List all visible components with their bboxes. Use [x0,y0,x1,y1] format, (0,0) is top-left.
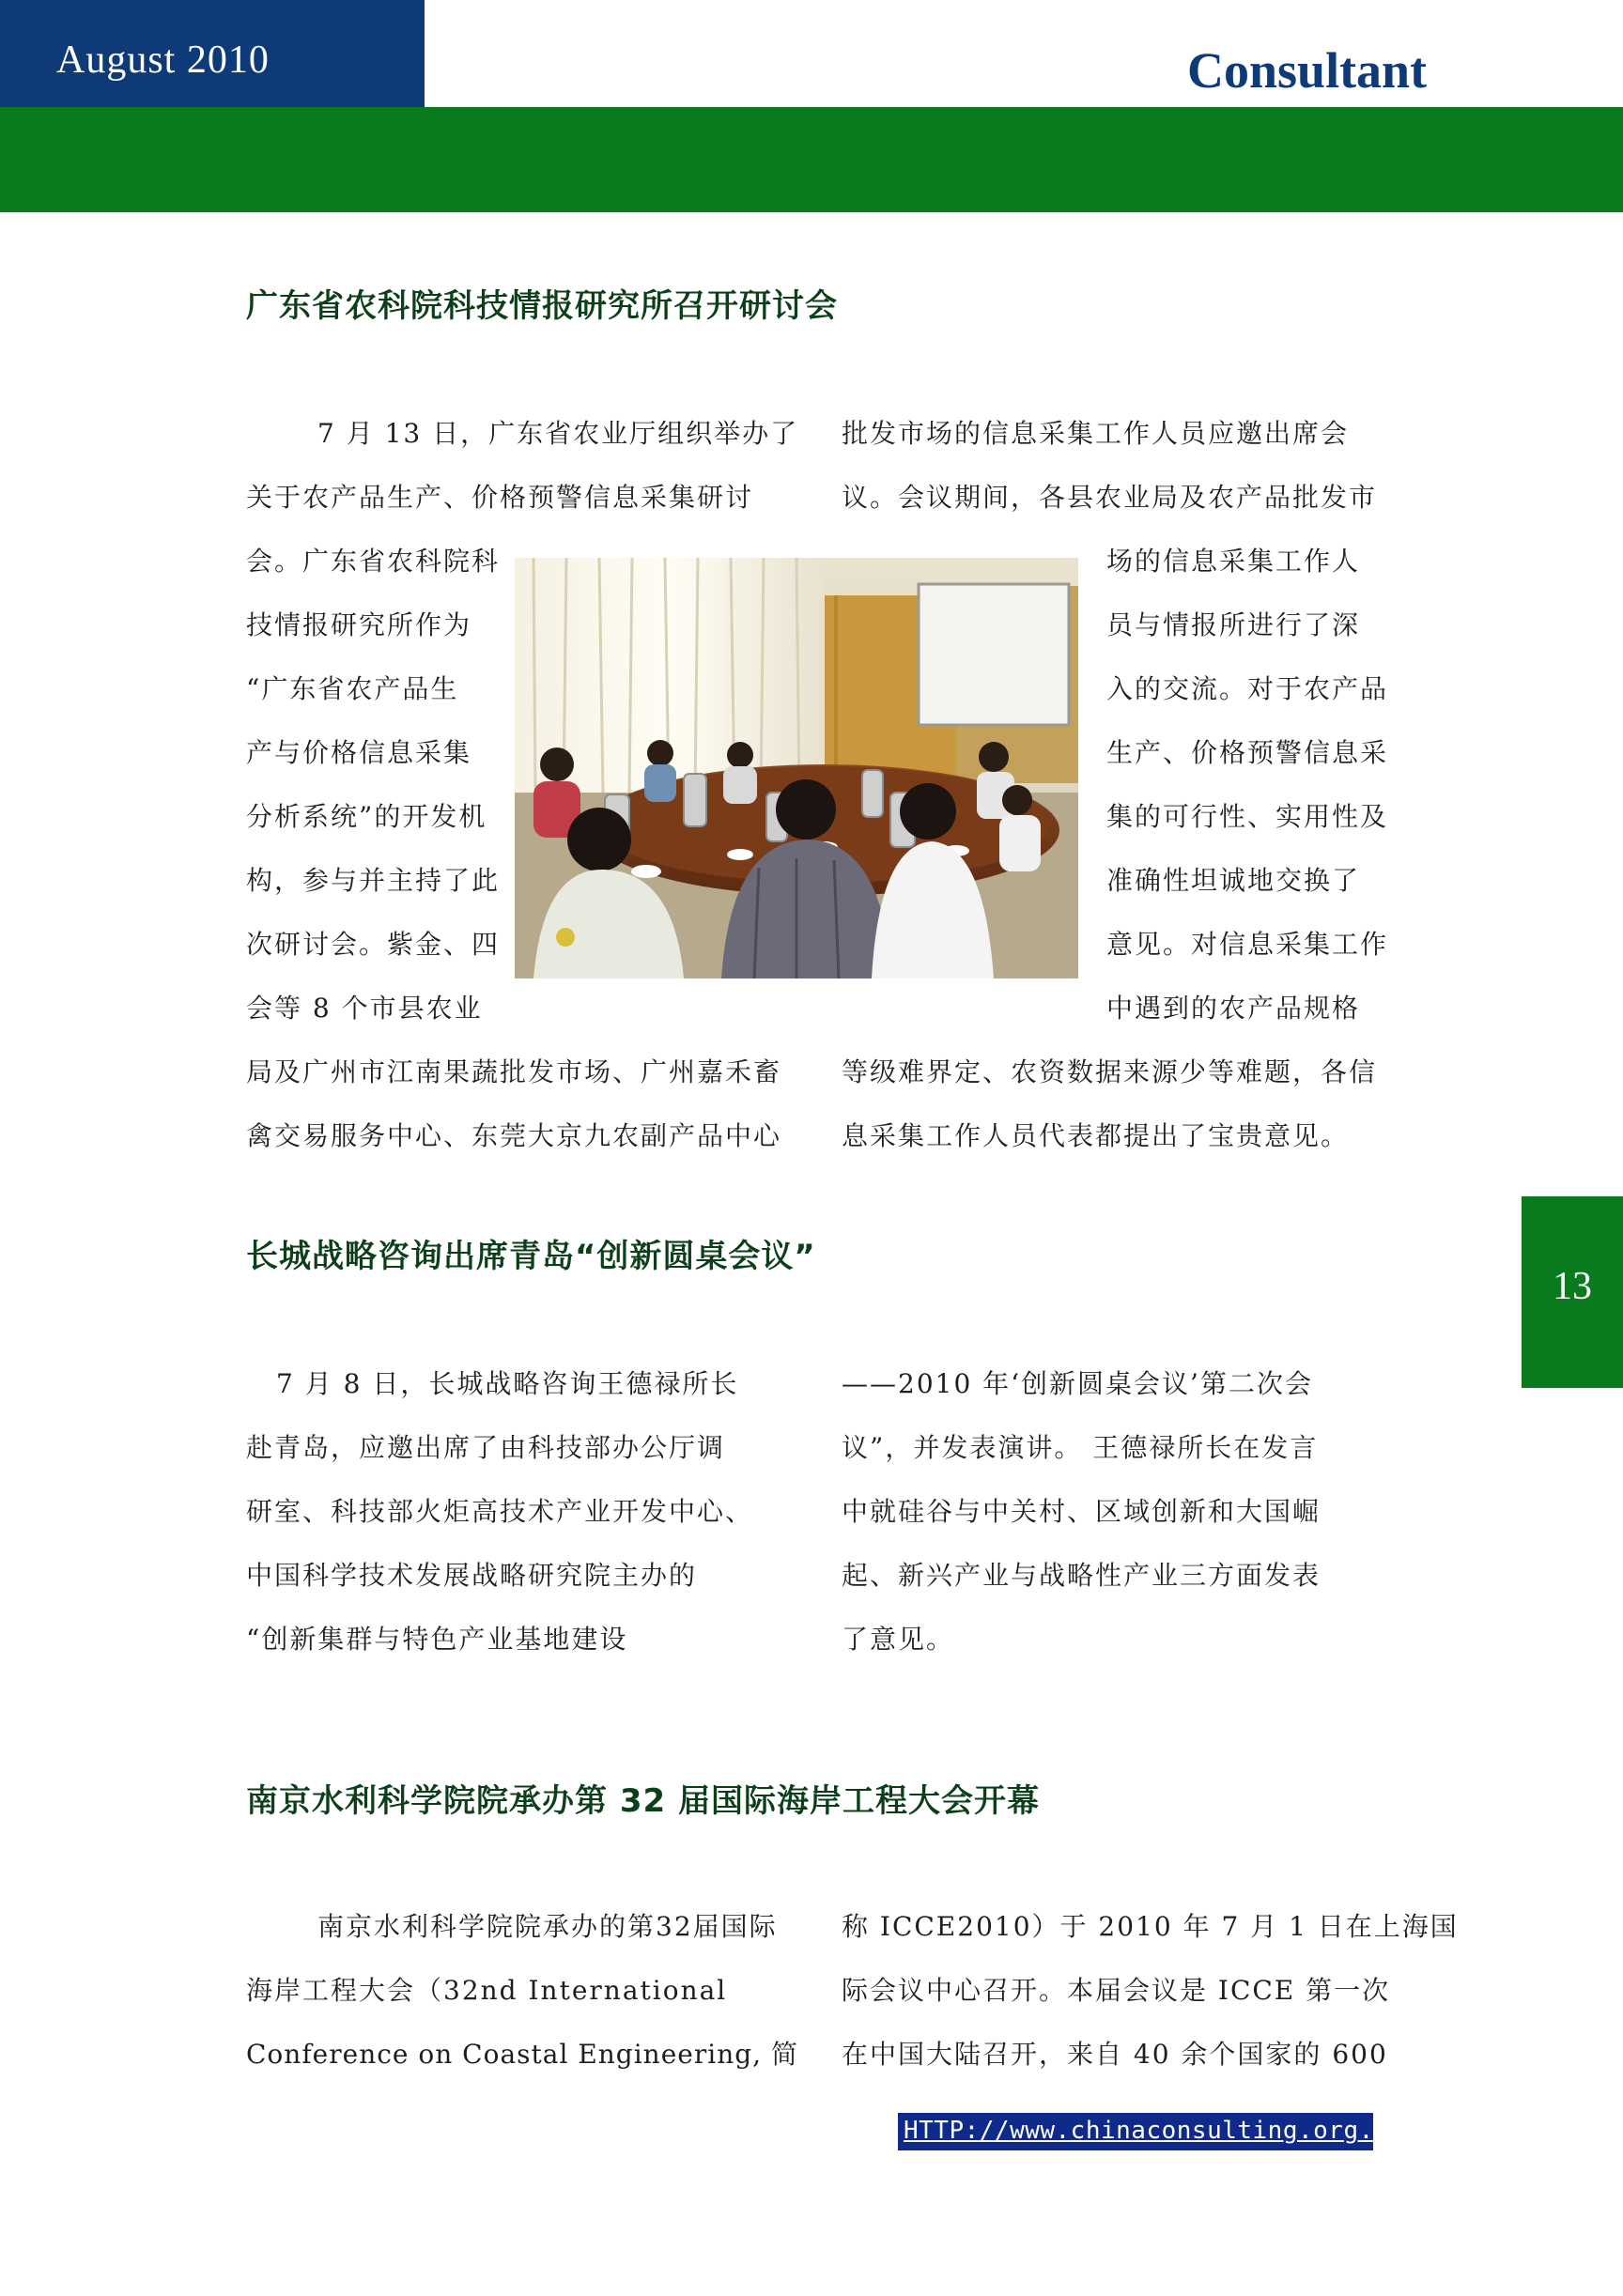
article-2-line: ——2010 年‘创新圆桌会议’第二次会 [842,1368,1313,1399]
website-link[interactable] [898,2113,1405,2150]
article-1-line: 次研讨会。紫金、四 [246,929,501,960]
article-1-line: 准确性坦诚地交换了 [1106,865,1361,896]
article-1-line: 批发市场的信息采集工作人员应邀出席会 [842,418,1350,449]
article-1-line: 关于农产品生产、价格预警信息采集研讨 [246,482,754,513]
article-2-title: 长城战略咨询出席青岛“创新圆桌会议” [246,1238,816,1275]
article-1-line: 7 月 13 日，广东省农业厅组织举办了 [317,418,799,449]
meeting-photo [515,558,1078,978]
article-1-line: 意见。对信息采集工作 [1106,929,1389,960]
publication-title: Consultant [1187,42,1428,99]
article-1-line: 中遇到的农产品规格 [1106,993,1361,1024]
article-1-line: 会。广东省农科院科 [246,546,501,577]
article-1-line: 产与价格信息采集 [246,737,472,768]
article-1-line: 禽交易服务中心、东莞大京九农副产品中心 [246,1120,782,1151]
article-2-line: 中国科学技术发展战略研究院主办的 [246,1560,698,1591]
article-1-line: “广东省农产品生 [246,673,459,704]
article-2-line: 赴青岛，应邀出席了由科技部办公厅调 [246,1432,726,1463]
article-3-line: 南京水利科学院院承办的第32届国际 [317,1911,778,1942]
article-1-line: 局及广州市江南果蔬批发市场、广州嘉禾畜 [246,1056,782,1087]
article-2-line: 研室、科技部火炬高技术产业开发中心、 [246,1496,754,1527]
website-link-text[interactable]: HTTP://www.chinaconsulting.org.cn [904,2117,1405,2145]
article-1-line: 集的可行性、实用性及 [1106,801,1389,832]
article-3-line: 际会议中心召开。本届会议是 ICCE 第一次 [842,1975,1391,2006]
article-1-line: 生产、价格预警信息采 [1106,737,1389,768]
article-1-line: 议。会议期间，各县农业局及农产品批发市 [842,482,1378,513]
issue-date: August 2010 [56,39,270,82]
article-1-line: 等级难界定、农资数据来源少等难题，各信 [842,1056,1378,1087]
article-1-line: 会等 8 个市县农业 [246,993,483,1024]
page-number-tab [1522,1196,1623,1388]
page-number: 13 [1553,1265,1592,1308]
article-1-line: 构，参与并主持了此 [246,865,501,896]
article-2-line: 了意见。 [842,1624,955,1655]
article-3-title: 南京水利科学院院承办第 32 届国际海岸工程大会开幕 [246,1782,1040,1820]
article-3-line: 在中国大陆召开，来自 40 余个国家的 600 [842,2039,1388,2070]
article-2-line: 议”，并发表演讲。 王德禄所长在发言 [842,1432,1319,1463]
article-3-line: Conference on Coastal Engineering, 简 [246,2039,798,2070]
article-1-title: 广东省农科院科技情报研究所召开研讨会 [246,287,838,325]
issue-date-block [0,0,425,107]
article-1-line: 入的交流。对于农产品 [1106,673,1389,704]
article-2-line: “创新集群与特色产业基地建设 [246,1624,628,1655]
header-band [0,107,1623,212]
article-1-line: 息采集工作人员代表都提出了宝贵意见。 [842,1120,1350,1151]
article-2-line: 起、新兴产业与战略性产业三方面发表 [842,1560,1322,1591]
article-1-line: 分析系统”的开发机 [246,801,487,832]
article-1-line: 场的信息采集工作人 [1106,546,1361,577]
article-3-line: 海岸工程大会（32nd International [246,1975,728,2006]
article-1-line: 技情报研究所作为 [246,609,472,640]
article-2-line: 7 月 8 日，长城战略咨询王德禄所长 [276,1368,739,1399]
article-3-line: 称 ICCE2010）于 2010 年 7 月 1 日在上海国 [842,1911,1459,1942]
article-2-line: 中就硅谷与中关村、区域创新和大国崛 [842,1496,1322,1527]
article-1-line: 员与情报所进行了深 [1106,609,1361,640]
